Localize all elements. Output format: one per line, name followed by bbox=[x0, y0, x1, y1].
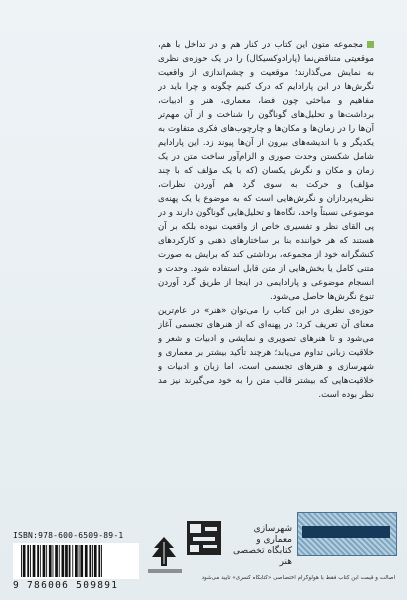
authenticity-note: اصالت و قیمت این کتاب فقط با هولوگرام اختصاصی «کتابگاه کسری» تأیید می‌شود bbox=[201, 575, 395, 581]
tree-logo-caption bbox=[148, 569, 182, 573]
barcode bbox=[13, 543, 139, 579]
hologram-stamp-band bbox=[302, 526, 390, 538]
barcode-graphic bbox=[13, 543, 139, 579]
isbn-label: ISBN:978-600-6509-89-1 bbox=[13, 531, 124, 540]
publisher-line-3: کتابگاه تخصصی هنر bbox=[233, 546, 292, 567]
publisher-name bbox=[222, 524, 292, 568]
publisher-logo-icon bbox=[187, 521, 221, 555]
paragraph-2-text: حوزه‌ی نظری در این کتاب را می‌توان «هنر» در عام‌ترین معنای آن تعریف کرد: در پهنه‌ای که از هنرهای تجسمی آغاز می‌شود و تا هنرهای تصویری و نمایشی و ادبیات و شعر و خلاقیت زبانی تداوم می‌یابد؛ هرچند تأکید بیشتر بر معماری و شهرسازی و هنرهای تجسمی است، اما زبان و ادبیات و خلاقیت‌هایی که بیشتر قالب متن را به خود می‌گیرند نیز مد نظر بوده است. bbox=[158, 306, 374, 400]
paragraph-1 bbox=[158, 38, 374, 304]
cover-body-text bbox=[158, 38, 374, 488]
square-bullet-icon bbox=[367, 41, 374, 48]
publisher-line-1: شهرسازی bbox=[253, 524, 292, 534]
hologram-stamp-icon bbox=[297, 512, 397, 556]
barcode-number: 9 786006 509891 bbox=[13, 580, 119, 591]
paragraph-2 bbox=[158, 304, 374, 402]
tree-logo-icon bbox=[150, 536, 178, 568]
paragraph-1-text: مجموعه متون این کتاب در کنار هم و در تداخل با هم، موقعیتی متناقض‌نما (پارادوکسیکال) را در یک حوزه‌ی نظری به نمایش می‌گذارند؛ موقعیت و چشم‌اندازی از واقعیت نگرش‌ها در این پارادایم که درک کنیم چگونه و چرا باید در مفاهیم و مباحثی چون فضا، معماری، هنر و ادبیات، برداشت‌ها و تحلیل‌های گوناگون را شناخت و از آن مهم‌تر آن‌ها را در زمان‌ها و مکان‌ها و چارچوب‌های فکری متفاوت به یکدیگر و با اندیشه‌های بیرون از آن‌ها پیوند زد. این پارادایم شامل شکستن وحدت صوری و الزام‌آور ساخت متن در یک زمان و مکان و نگرش یکسان (که با یک مؤلف که با چند مؤلف) و حرکت به سوی گرد هم آوردن نظرات، نظریه‌پردازان و نگرش‌هایی است که به موضوع یا یک پهنه‌ی موضوعی نسبتاً واحد، نگاه‌ها و تحلیل‌هایی گوناگون دارند و در پی القای نظر و تفسیری خاص از واقعیت نبوده بلکه بر آن هستند که هر خواننده بنا بر ساختارهای ذهنی و کارکردهای کنشگرانه خود از مجموعه، برداشتی کند که برایش به صورت متنی کامل یا بخش‌هایی از متن قابل استفاده شود. وحدت و انسجام موضوعی و پارادایمی در اینجا از طریق گرد آوردن تنوع نگرش‌ها حاصل می‌شود. bbox=[158, 40, 374, 302]
publisher-line-2: معماری و bbox=[256, 535, 292, 545]
